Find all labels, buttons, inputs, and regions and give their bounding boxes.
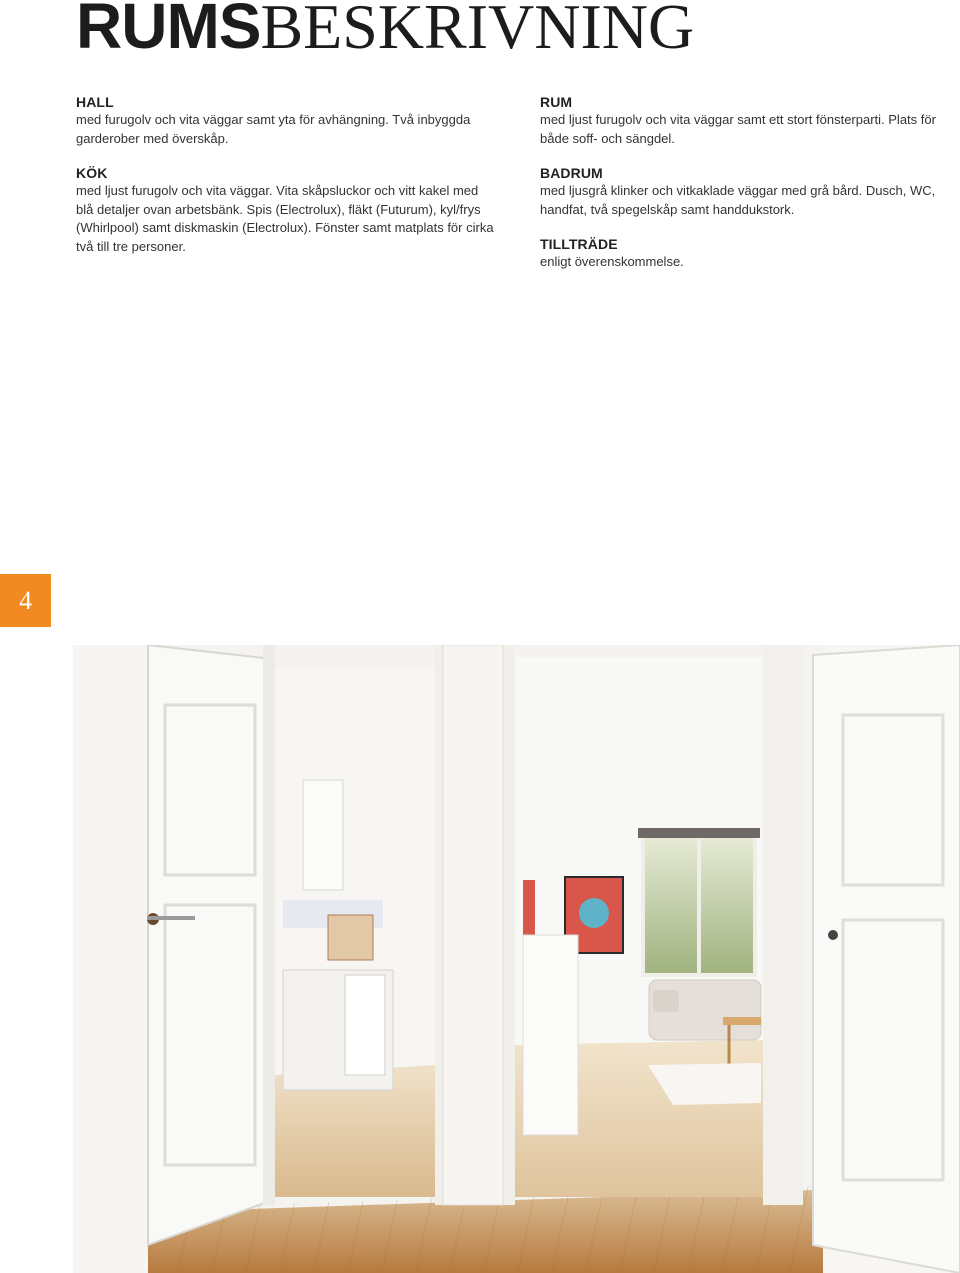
- section-badrum: [540, 165, 945, 219]
- left-column: [76, 94, 496, 273]
- section-tilltrade: [540, 236, 945, 272]
- right-column: [540, 94, 945, 289]
- section-text: med ljust furugolv och vita väggar samt ett stort fönsterparti. Plats för både soff- och sängdel.: [540, 112, 936, 146]
- section-heading: BADRUM: [540, 165, 603, 181]
- section-heading: TILLTRÄDE: [540, 236, 618, 252]
- section-heading: KÖK: [76, 165, 108, 181]
- section-text: med ljusgrå klinker och vitkaklade väggar med grå bård. Dusch, WC, handfat, två spegelskåp samt handdukstork.: [540, 183, 936, 217]
- section-text: enligt överenskommelse.: [540, 254, 684, 269]
- page-number-badge: 4: [0, 574, 51, 627]
- section-text: med ljust furugolv och vita väggar. Vita skåpsluckor och vitt kakel med blå detaljer ovan arbetsbänk. Spis (Electrolux), fläkt (Futurum), kyl/frys (Whirlpool) samt diskmaskin (Electrolux). Fönster samt matplats för cirka två till tre personer.: [76, 183, 494, 254]
- section-heading: RUM: [540, 94, 573, 110]
- title-bold-part: RUMS: [76, 0, 261, 62]
- section-heading: HALL: [76, 94, 114, 110]
- title-serif-part: BESKRIVNING: [260, 0, 695, 62]
- section-rum: [540, 94, 945, 148]
- section-kok: [76, 165, 496, 256]
- interior-photo: [73, 645, 960, 1273]
- section-text: med furugolv och vita väggar samt yta för avhängning. Två inbyggda garderober med överskåp.: [76, 112, 471, 146]
- page-title: [76, 0, 695, 62]
- section-hall: [76, 94, 496, 148]
